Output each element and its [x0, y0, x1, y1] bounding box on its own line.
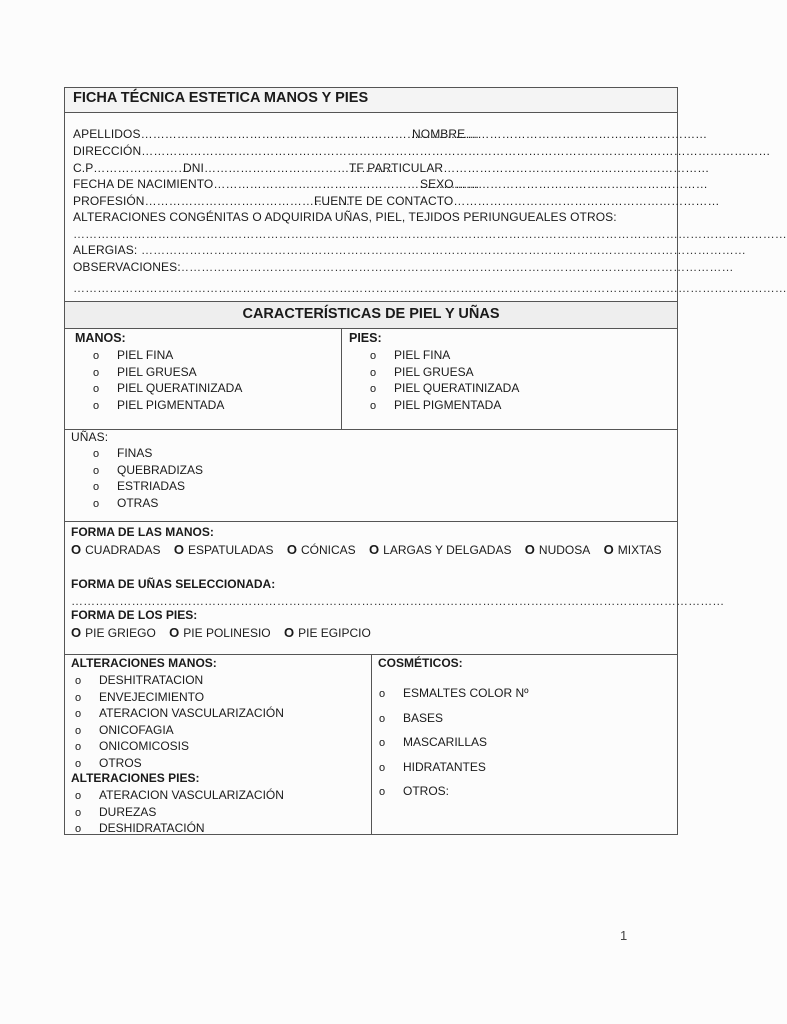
bullet-icon: o — [75, 823, 82, 835]
item-label: PIEL QUERATINIZADA — [394, 381, 520, 395]
bullet-icon: o — [93, 464, 100, 477]
list-item[interactable] — [75, 755, 284, 772]
item-label: OTROS: — [403, 784, 450, 798]
page-number: 1 — [620, 928, 628, 943]
alteraciones-manos-list — [75, 672, 284, 771]
item-label: HIDRATANTES — [403, 759, 486, 774]
item-label: PIEL FINA — [117, 348, 174, 362]
item-label: ONICOFAGIA — [99, 722, 174, 737]
bullet-icon: o — [370, 383, 377, 395]
item-label: ENVEJECIMIENTO — [99, 689, 205, 704]
bullet-icon: o — [75, 708, 82, 720]
list-item[interactable] — [93, 462, 203, 479]
bullet-icon: o — [75, 757, 82, 770]
list-item[interactable] — [75, 820, 284, 837]
item-label: DESHITRATACION — [99, 673, 204, 687]
apellidos-field[interactable]: APELLIDOS………………………………………………………………………… — [73, 127, 480, 141]
bullet-icon: o — [75, 675, 82, 687]
item-label: PIEL FINA — [394, 348, 451, 362]
bullet-icon: o — [75, 806, 82, 819]
option-marker[interactable]: O — [524, 542, 535, 557]
item-label: ATERACION VASCULARIZACIÓN — [99, 788, 284, 802]
bullet-icon: o — [93, 448, 100, 460]
list-item[interactable] — [75, 689, 284, 706]
section-title: CARACTERÍSTICAS DE PIEL Y UÑAS — [65, 301, 677, 328]
observaciones-extra-line[interactable]: …………………………………………………………………………………………………………………………………………………………… — [73, 281, 787, 295]
dni-field[interactable]: DNI………………………………………… — [183, 161, 398, 175]
manos-label: MANOS: — [75, 331, 126, 345]
alergias-label: ALERGIAS: — [73, 243, 138, 257]
option-marker[interactable]: O — [169, 625, 180, 640]
list-item[interactable] — [379, 685, 529, 710]
alteraciones-pies-label: ALTERACIONES PIES: — [71, 771, 200, 785]
forma-manos-options — [71, 542, 672, 557]
bullet-icon: o — [75, 724, 82, 737]
list-item[interactable] — [75, 804, 284, 821]
item-label: PIEL QUERATINIZADA — [117, 381, 243, 395]
piel-section — [65, 328, 677, 429]
list-item[interactable] — [93, 397, 242, 414]
bullet-icon: o — [379, 737, 386, 749]
option-marker[interactable]: O — [603, 542, 614, 557]
bullet-icon: o — [379, 786, 386, 798]
form-title: FICHA TÉCNICA ESTETICA MANOS Y PIES — [65, 88, 677, 112]
bullet-icon: o — [93, 383, 100, 395]
list-item[interactable] — [75, 705, 284, 722]
option-mixtas: MIXTAS — [617, 543, 662, 557]
option-pie-polinesio: PIE POLINESIO — [183, 626, 271, 640]
fuente-contacto-field[interactable]: FUENTE DE CONTACTO………………………………………………………… — [314, 194, 720, 208]
item-label: DESHIDRATACIÓN — [99, 821, 205, 835]
list-item[interactable] — [93, 478, 203, 495]
bullet-icon: o — [75, 741, 82, 753]
bullet-icon: o — [379, 761, 386, 774]
list-item[interactable] — [379, 759, 529, 784]
option-marker[interactable]: O — [71, 542, 82, 557]
item-label: ESTRIADAS — [117, 479, 186, 493]
item-label: FINAS — [117, 446, 153, 460]
option-conicas: CÓNICAS — [301, 543, 356, 557]
bullet-icon: o — [75, 691, 82, 704]
list-item[interactable] — [370, 397, 519, 414]
option-cuadradas: CUADRADAS — [85, 543, 161, 557]
item-label: OTROS — [99, 755, 142, 770]
forma-unas-line[interactable]: ……………………………………………………………………………………………………………………………………………… — [71, 594, 725, 608]
item-label: PIEL PIGMENTADA — [117, 397, 225, 412]
bullet-icon: o — [93, 399, 100, 412]
direccion-field[interactable]: DIRECCIÓN………………………………………………………………………………………………………………………………………… — [73, 144, 771, 158]
list-item[interactable] — [93, 445, 203, 462]
option-marker[interactable]: O — [71, 625, 82, 640]
bullet-icon: o — [379, 712, 386, 725]
bullet-icon: o — [379, 688, 386, 700]
observaciones-label: OBSERVACIONES: — [73, 260, 181, 274]
list-item[interactable] — [379, 710, 529, 735]
bullet-icon: o — [93, 497, 100, 510]
alteraciones-section — [65, 654, 677, 834]
cosmeticos-label: COSMÉTICOS: — [378, 656, 463, 670]
forma-manos-label: FORMA DE LAS MANOS: — [71, 525, 214, 539]
sexo-field[interactable]: SEXO……………………………………………………… — [420, 177, 708, 191]
option-marker[interactable]: O — [286, 542, 298, 557]
nombre-field[interactable]: NOMBRE…………………………………………………… — [412, 127, 708, 141]
list-item[interactable] — [379, 734, 529, 759]
option-marker[interactable]: O — [173, 542, 184, 557]
item-label: ESMALTES COLOR Nº — [403, 686, 529, 700]
bullet-icon: o — [93, 350, 100, 362]
list-item[interactable] — [93, 380, 242, 397]
alteraciones-congenitas-label: ALTERACIONES CONGÉNITAS O ADQUIRIDA UÑAS, PIEL, TEJIDOS PERIUNGUEALES OTROS: — [73, 210, 617, 224]
option-marker[interactable]: O — [369, 542, 380, 557]
formas-section — [65, 521, 725, 654]
item-label: PIEL PIGMENTADA — [394, 397, 502, 412]
fecha-nacimiento-field[interactable]: FECHA DE NACIMIENTO………………………………………………………… — [73, 177, 480, 191]
list-item[interactable] — [379, 783, 529, 808]
column-divider — [341, 329, 342, 430]
bullet-icon: o — [93, 481, 100, 493]
alergias-line[interactable]: …………………………………………………………………………………………………………………………………… — [141, 243, 746, 257]
item-label: ONICOMICOSIS — [99, 739, 190, 753]
option-espatuladas: ESPATULADAS — [187, 543, 274, 557]
item-label: OTRAS — [117, 495, 159, 510]
alteraciones-manos-label: ALTERACIONES MANOS: — [71, 656, 217, 670]
unas-label: UÑAS: — [71, 430, 109, 444]
list-item[interactable] — [75, 738, 284, 755]
item-label: ATERACION VASCULARIZACIÓN — [99, 706, 284, 720]
profesion-field[interactable]: PROFESIÓN…………………………………………… — [73, 194, 351, 208]
item-label: PIEL GRUESA — [117, 364, 197, 379]
list-item[interactable] — [75, 787, 284, 804]
item-label: QUEBRADIZAS — [117, 462, 204, 477]
pies-list — [370, 347, 519, 413]
tf-particular-field[interactable]: TF PARTICULAR………………………………………………………… — [349, 161, 710, 175]
bullet-icon: o — [93, 366, 100, 379]
option-nudosa: NUDOSA — [538, 543, 591, 557]
alteraciones-pies-list — [75, 787, 284, 837]
option-largas: LARGAS Y DELGADAS — [383, 543, 512, 557]
forma-pies-options — [71, 625, 381, 640]
bullet-icon: o — [370, 366, 377, 379]
list-item[interactable] — [75, 722, 284, 739]
cosmeticos-list — [379, 685, 529, 808]
bullet-icon: o — [370, 399, 377, 412]
bullet-icon: o — [370, 350, 377, 362]
list-item[interactable] — [370, 364, 519, 381]
forma-pies-label: FORMA DE LOS PIES: — [71, 608, 198, 622]
list-item[interactable] — [93, 495, 203, 512]
item-label: DUREZAS — [99, 804, 157, 819]
list-item[interactable] — [75, 672, 284, 689]
observaciones-line[interactable]: ………………………………………………………………………………………………………………………… — [177, 260, 734, 274]
item-label: BASES — [403, 710, 444, 725]
list-item[interactable] — [370, 380, 519, 397]
unas-section — [65, 429, 677, 521]
bullet-icon: o — [75, 790, 82, 802]
ficha-tecnica-form — [64, 87, 787, 835]
option-marker[interactable]: O — [284, 625, 295, 640]
option-pie-egipcio: PIE EGIPCIO — [298, 626, 371, 640]
item-label: PIEL GRUESA — [394, 364, 474, 379]
forma-unas-label: FORMA DE UÑAS SELECCIONADA: — [71, 577, 276, 591]
item-label: MASCARILLAS — [403, 735, 488, 749]
personal-data-section — [65, 112, 787, 301]
alteraciones-congenitas-line[interactable]: …………………………………………………………………………………………………………………………………………………………… — [73, 227, 787, 241]
list-item[interactable] — [370, 347, 519, 364]
list-item[interactable] — [93, 347, 242, 364]
list-item[interactable] — [93, 364, 242, 381]
unas-list — [93, 445, 203, 511]
option-pie-griego: PIE GRIEGO — [85, 626, 156, 640]
pies-label: PIES: — [349, 331, 382, 345]
cp-field[interactable]: C.P…………………… — [73, 161, 191, 175]
column-divider — [371, 655, 372, 835]
manos-list — [93, 347, 242, 413]
